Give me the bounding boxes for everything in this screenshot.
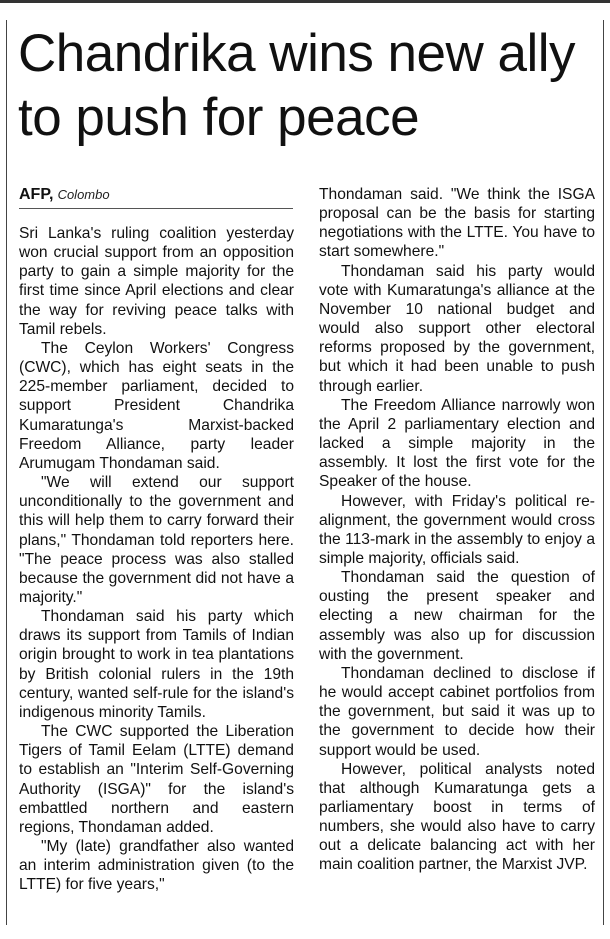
paragraph: Thondaman declined to disclose if he would accept cabinet portfolios from the government, but said it was up to the government to decide how their support would be used. <box>319 664 595 759</box>
byline-divider <box>19 208 293 209</box>
paragraph: Thondaman said. "We think the ISGA proposal can be the basis for starting negotiations with the LTTE. You have to start somewhere." <box>319 186 595 261</box>
paragraph: Thondaman said the question of ousting the present speaker and electing a new chairman for the assembly was also up for discussion with the government. <box>319 569 595 663</box>
paragraph: However, with Friday's political re-alignment, the government would cross the 113-mark in the assembly to enjoy a simple majority, officials said. <box>319 492 595 567</box>
byline-agency: AFP, <box>19 186 54 203</box>
top-border <box>0 0 610 3</box>
paragraph: Thondaman said his party would vote with Kumaratunga's alliance at the November 10 national budget and would also support other electoral reforms proposed by the government, but which it had been unable to push through earlier. <box>319 262 595 395</box>
paragraph: "My (late) grandfather also wanted an interim administration given (to the LTTE) for five years," <box>19 838 294 894</box>
left-column <box>19 224 294 894</box>
paragraph: "We will extend our support unconditionally to the government and this will help them to carry forward their plans," Thondaman told reporters here. "The peace process was also stalled because the government did not have a majority." <box>19 474 294 606</box>
paragraph: The CWC supported the Liberation Tigers of Tamil Eelam (LTTE) demand to establish an "Interim Self-Governing Authority (ISGA)" for the island's embattled northern and eastern regions, Thondaman added. <box>19 723 294 836</box>
byline-place: Colombo <box>57 187 110 202</box>
right-border <box>603 20 604 925</box>
paragraph: Sri Lanka's ruling coalition yesterday won crucial support from an opposition party to gain a simple majority for the first time since April elections and clear the way for reviving peace talks with Tamil rebels. <box>19 225 294 338</box>
paragraph: Thondaman said his party which draws its support from Tamils of Indian origin brought to work in tea plantations by British colonial rulers in the 19th century, wanted self-rule for the island's indigenous minority Tamils. <box>19 608 294 721</box>
paragraph: The Ceylon Workers' Congress (CWC), which has eight seats in the 225-member parliament, decided to support President Chandrika Kumaratunga's Marxist-backed Freedom Alliance, party leader Arumugam Thondaman said. <box>19 339 294 472</box>
left-border <box>6 20 7 925</box>
paragraph: However, political analysts noted that although Kumaratunga gets a parliamentary boost in terms of numbers, she would also have to carry out a delicate balancing act with her main coalition partner, the Marxist JVP. <box>319 760 595 874</box>
headline: Chandrika wins new ally to push for peace <box>18 24 576 147</box>
paragraph: The Freedom Alliance narrowly won the April 2 parliamentary election and lacked a simple majority in the assembly. It lost the first vote for the Speaker of the house. <box>319 396 595 491</box>
byline <box>19 185 293 205</box>
right-column <box>319 185 595 875</box>
